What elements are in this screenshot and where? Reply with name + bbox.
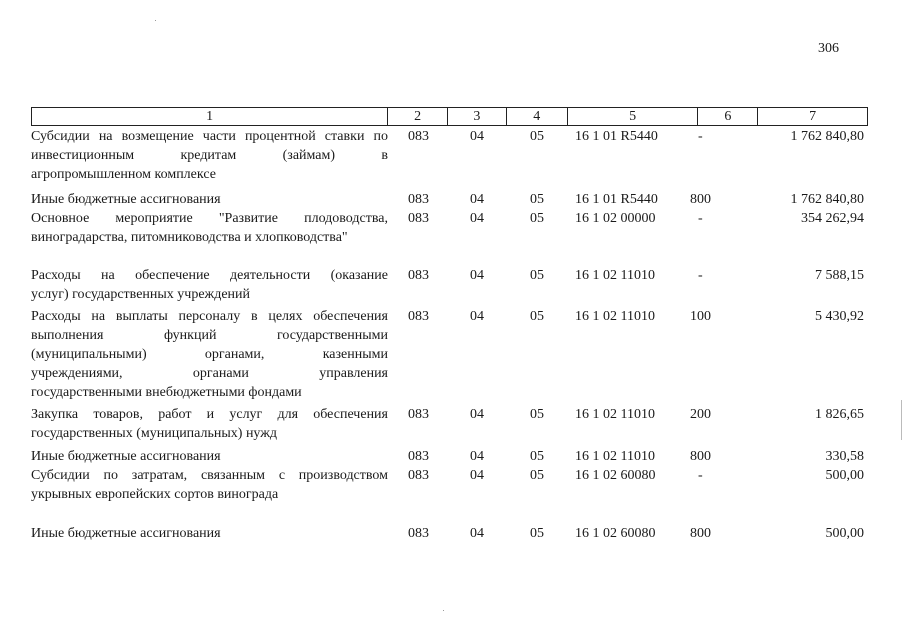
- row-amount: 354 262,94: [801, 211, 864, 226]
- row-subsection: 05: [530, 192, 544, 207]
- row-target-code: 16 1 01 R5440: [575, 192, 658, 207]
- row-name-line: Основное мероприятие "Развитие плодоводства,: [31, 211, 388, 226]
- row-expense-type: 800: [690, 449, 711, 464]
- row-chapter: 083: [408, 192, 429, 207]
- header-col-4: 4: [507, 108, 568, 125]
- row-chapter: 083: [408, 309, 429, 324]
- row-section: 04: [470, 468, 484, 483]
- row-target-code: 16 1 02 60080: [575, 526, 656, 541]
- row-chapter: 083: [408, 211, 429, 226]
- row-name: [31, 127, 388, 184]
- row-subsection: 05: [530, 129, 544, 144]
- row-name-line: Закупка товаров, работ и услуг для обеспечения: [31, 407, 388, 422]
- row-section: 04: [470, 192, 484, 207]
- row-name: [31, 466, 388, 504]
- row-section: 04: [470, 407, 484, 422]
- row-name-line: услуг) государственных учреждений: [31, 287, 251, 302]
- row-expense-type: 200: [690, 407, 711, 422]
- row-name: [31, 266, 388, 304]
- row-expense-type: -: [698, 211, 703, 226]
- row-name-line: Иные бюджетные ассигнования: [31, 526, 221, 541]
- row-name-line: государственными внебюджетными фондами: [31, 385, 302, 400]
- row-subsection: 05: [530, 468, 544, 483]
- row-target-code: 16 1 02 11010: [575, 309, 655, 324]
- row-target-code: 16 1 02 11010: [575, 449, 655, 464]
- row-target-code: 16 1 02 11010: [575, 268, 655, 283]
- row-chapter: 083: [408, 407, 429, 422]
- header-col-6: 6: [698, 108, 758, 125]
- row-subsection: 05: [530, 449, 544, 464]
- row-target-code: 16 1 02 00000: [575, 211, 656, 226]
- row-name: [31, 447, 388, 466]
- row-amount: 330,58: [825, 449, 864, 464]
- row-amount: 5 430,92: [815, 309, 864, 324]
- scan-speck: [443, 610, 444, 611]
- scan-speck: [155, 20, 156, 21]
- header-col-5: 5: [568, 108, 699, 125]
- row-expense-type: -: [698, 268, 703, 283]
- row-name: [31, 405, 388, 443]
- row-subsection: 05: [530, 268, 544, 283]
- row-section: 04: [470, 268, 484, 283]
- row-subsection: 05: [530, 309, 544, 324]
- header-col-1: 1: [32, 108, 388, 125]
- header-col-7: 7: [809, 109, 817, 124]
- row-section: 04: [470, 309, 484, 324]
- row-chapter: 083: [408, 129, 429, 144]
- row-amount: 1 762 840,80: [790, 129, 864, 144]
- row-section: 04: [470, 449, 484, 464]
- row-target-code: 16 1 02 60080: [575, 468, 656, 483]
- scan-edge-mark: [901, 400, 902, 440]
- row-name-line: учреждениями, органами управления: [31, 366, 388, 381]
- header-col-2: 2: [388, 108, 448, 125]
- row-expense-type: -: [698, 129, 703, 144]
- row-name-line: государственных (муниципальных) нужд: [31, 426, 278, 441]
- row-amount: 1 826,65: [815, 407, 864, 422]
- row-name: [31, 524, 388, 543]
- row-target-code: 16 1 02 11010: [575, 407, 655, 422]
- row-expense-type: -: [698, 468, 703, 483]
- row-target-code: 16 1 01 R5440: [575, 129, 658, 144]
- row-section: 04: [470, 211, 484, 226]
- row-amount: 1 762 840,80: [790, 192, 864, 207]
- row-name-line: Субсидии на возмещение части процентной ставки по: [31, 129, 388, 144]
- row-name-line: Расходы на выплаты персоналу в целях обеспечения: [31, 309, 388, 324]
- row-chapter: 083: [408, 526, 429, 541]
- row-name: [31, 190, 388, 209]
- row-name-line: виноградарства, питомниководства и хлопководства": [31, 230, 348, 245]
- row-name-line: инвестиционным кредитам (займам) в: [31, 148, 388, 163]
- row-chapter: 083: [408, 449, 429, 464]
- row-amount: 7 588,15: [815, 268, 864, 283]
- row-name-line: выполнения функций государственными: [31, 328, 388, 343]
- header-col-3: 3: [448, 108, 507, 125]
- row-chapter: 083: [408, 268, 429, 283]
- row-expense-type: 100: [690, 309, 711, 324]
- row-name-line: агропромышленном комплексе: [31, 167, 216, 182]
- row-expense-type: 800: [690, 526, 711, 541]
- row-name: [31, 209, 388, 247]
- row-subsection: 05: [530, 407, 544, 422]
- row-name-line: Субсидии по затратам, связанным с производством: [31, 468, 388, 483]
- row-section: 04: [470, 129, 484, 144]
- row-subsection: 05: [530, 211, 544, 226]
- row-name-line: укрывных европейских сортов винограда: [31, 487, 279, 502]
- row-name-line: Иные бюджетные ассигнования: [31, 449, 221, 464]
- row-expense-type: 800: [690, 192, 711, 207]
- row-name: [31, 307, 388, 402]
- table-header: [31, 107, 868, 126]
- row-name-line: (муниципальными) органами, казенными: [31, 347, 388, 362]
- row-section: 04: [470, 526, 484, 541]
- row-chapter: 083: [408, 468, 429, 483]
- row-name-line: Расходы на обеспечение деятельности (оказание: [31, 268, 388, 283]
- row-amount: 500,00: [825, 526, 864, 541]
- row-name-line: Иные бюджетные ассигнования: [31, 192, 221, 207]
- row-subsection: 05: [530, 526, 544, 541]
- page-number: 306: [818, 41, 839, 56]
- row-amount: 500,00: [825, 468, 864, 483]
